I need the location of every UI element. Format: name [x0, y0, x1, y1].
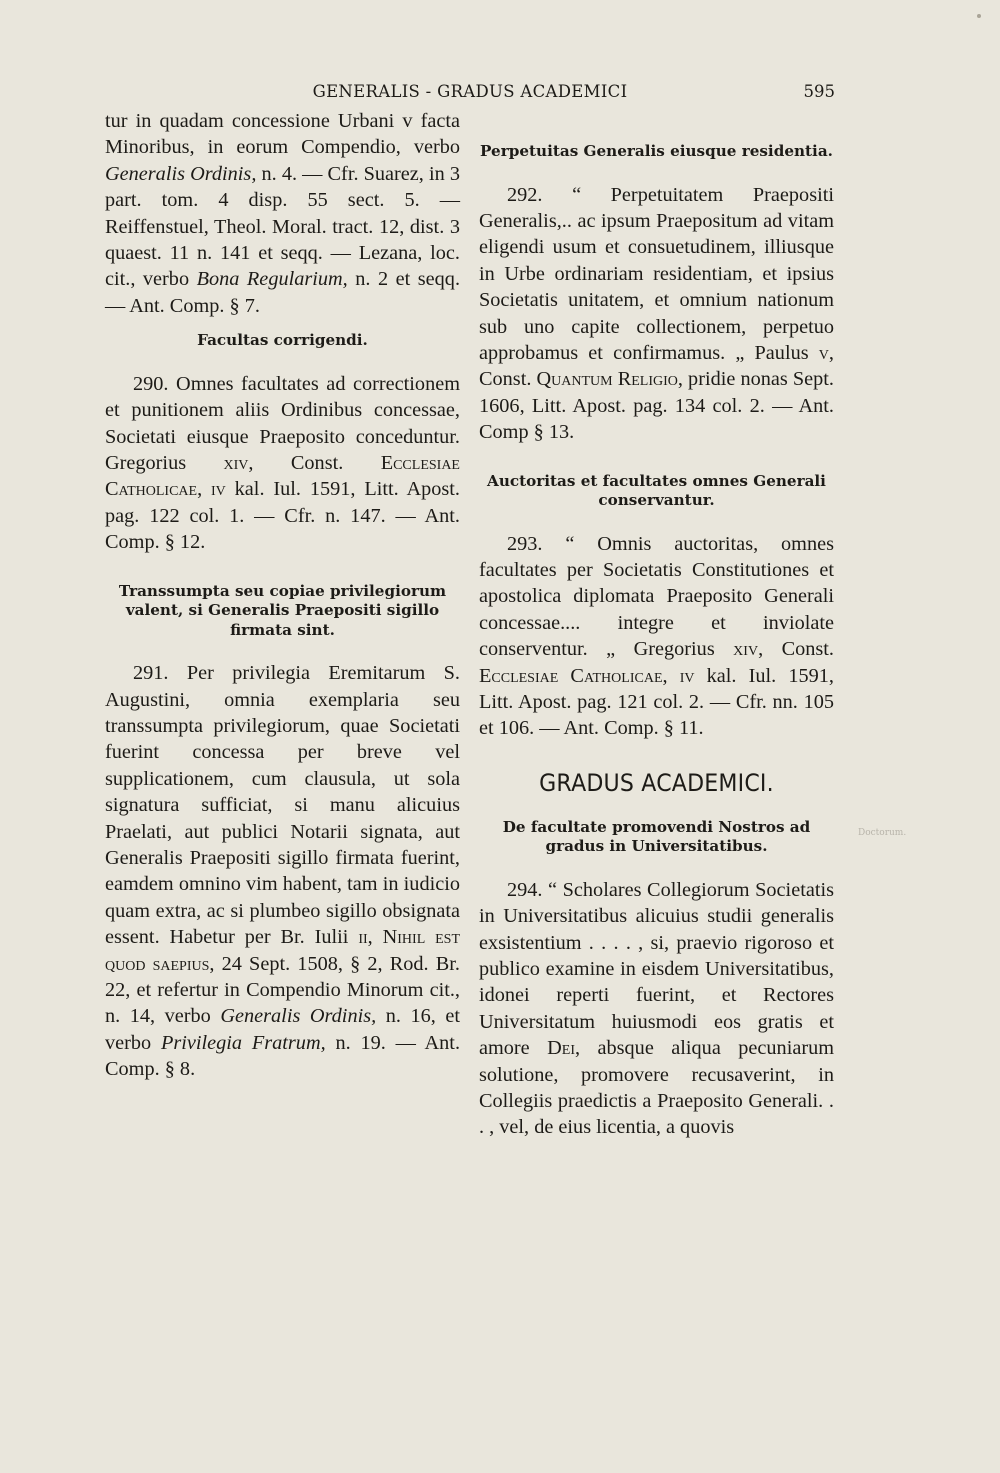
- paragraph-294: 294. “ Scholares Collegiorum Societatis in Universitatibus alicuius studii generalis exsistentium . . . . , si, praevio rigoroso et publico examine in eisdem Universitatibus, idonei reperti fuerint, et Rectores Universitatum huiusmodi eos gratis et amore Dei, absque aliqua pecuniarum solutione, promovere recusaverint, in Collegiis praedictis a Praeposito Generali. . . , vel, de eius licentia, a quovis: [479, 878, 834, 1139]
- heading-perpetuitas: Perpetuitas Generalis eiusque residentia.: [480, 142, 833, 160]
- heading-de-facultate: De facultate promovendi Nostros ad gradus in Universitatibus.: [502, 817, 811, 856]
- heading-auctoritas: Auctoritas et facultates omnes Generali conservantur.: [487, 471, 826, 510]
- running-head: [105, 82, 835, 106]
- bleed-through-margin-note: Doctorum.: [858, 828, 907, 838]
- paragraph-290: 290. Omnes facultates ad correctionem et punitionem aliis Ordinibus concessae, Societati eiusque Praeposito conceduntur. Gregorius xiv, Const. Ecclesiae Catholicae, iv kal. Iul. 1591, Litt. Apost. pag. 122 col. 1. — Cfr. n. 147. — Ant. Comp. § 12.: [105, 372, 460, 554]
- paragraph-292: 292. “ Perpetuitatem Praepositi Generalis,.. ac ipsum Praepositum ad vitam eligendi usum et consuetudinem, illiusque in Urbe ordinariam residentiam, et ipsius Societatis unitatem, et omnium nationum sub uno capite collectionem, perpetuo approbamus et confirmamus. „ Paulus v, Const. Quantum Religio, pridie nonas Sept. 1606, Litt. Apost. pag. 134 col. 2. — Ant. Comp § 13.: [479, 183, 835, 444]
- heading-transsumpta: Transsumpta seu copiae privilegiorum valent, si Generalis Praepositi sigillo firmata sint.: [118, 581, 447, 639]
- left-column: [105, 108, 460, 1083]
- right-column: [479, 108, 834, 1141]
- heading-facultas-corrigendi: Facultas corrigendi.: [197, 331, 368, 350]
- ink-spot: [977, 14, 981, 18]
- running-title: GENERALIS - GRADUS ACADEMICI: [312, 82, 628, 101]
- paragraph-291: 291. Per privilegia Eremitarum S. Augustini, omnia exemplaria seu transsumpta privilegiorum, quae Societati fuerint concessa per breve vel supplicationem, cum clausula, ut sola signatura sufficiat, si manu alicuius Praelati, aut publici Notarii signata, aut Generalis Praepositi sigillo firmata fuerint, eamdem omnino vim habent, tam in iudicio quam extra, ac si plumbeo sigillo obsignata essent. Habetur per Br. Iulii ii, Nihil est quod saepius, 24 Sept. 1508, § 2, Rod. Br. 22, et refertur in Compendio Minorum cit., n. 14, verbo Generalis Ordinis, n. 16, et verbo Privilegia Fratrum, n. 19. — Ant. Comp. § 8.: [105, 662, 461, 1081]
- page-number: 595: [803, 82, 835, 101]
- section-title-gradus-academici: GRADUS ACADEMICI.: [539, 768, 774, 797]
- paragraph-continued: tur in quadam concessione Urbani v facta Minoribus, in eorum Compendio, verbo Generalis Ordinis, n. 4. — Cfr. Suarez, in 3 part. tom. 4 disp. 55 sect. 5. — Reiffenstuel, Theol. Moral. tract. 12, dist. 3 quaest. 11 n. 141 et seqq. — Lezana, loc. cit., verbo Bona Regularium, n. 2 et seqq. — Ant. Comp. § 7.: [105, 110, 461, 317]
- paragraph-293: 293. “ Omnis auctoritas, omnes facultates per Societatis Constitutiones et apostolica diplomata Praeposito Generali concessae.... integre et inviolate conserventur. „ Gregorius xiv, Const. Ecclesiae Catholicae, iv kal. Iul. 1591, Litt. Apost. pag. 121 col. 2. — Cfr. nn. 105 et 106. — Ant. Comp. § 11.: [479, 532, 834, 740]
